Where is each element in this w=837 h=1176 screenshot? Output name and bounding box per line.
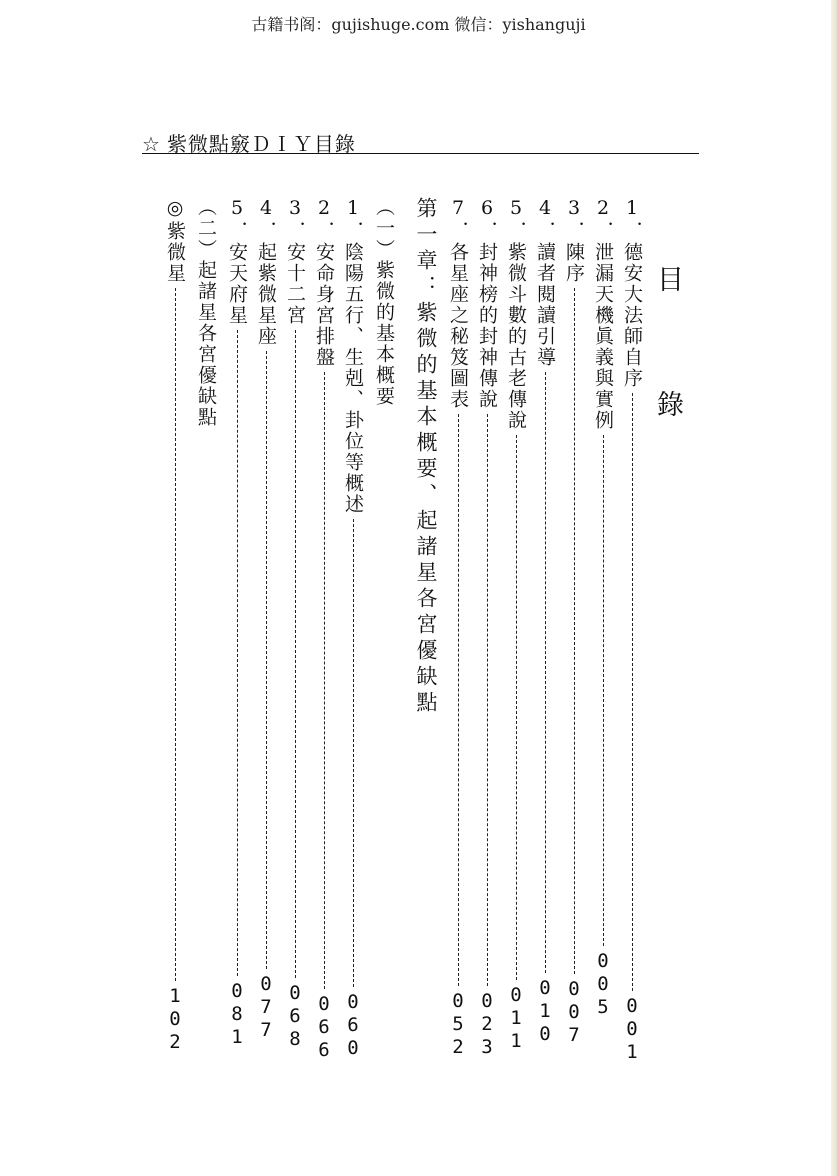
toc-entry bbox=[473, 197, 501, 1059]
section-title: （一）紫微的基本概要 bbox=[373, 197, 395, 407]
toc-entry bbox=[502, 197, 530, 1053]
leader-dots bbox=[237, 330, 238, 976]
entry-text: 2．泄漏天機眞義與實例 bbox=[592, 197, 614, 431]
entry-text: 3．陳序 bbox=[563, 197, 585, 284]
leader-dots bbox=[516, 435, 517, 980]
entry-text: 5．安天府星 bbox=[226, 197, 248, 326]
header-text: 紫微點竅ＤＩＹ目錄 bbox=[166, 132, 356, 156]
leader-dots bbox=[632, 393, 633, 991]
page-number: 0 2 3 bbox=[481, 990, 493, 1058]
page-number: 0 6 0 bbox=[347, 991, 359, 1059]
chapter-title: 第一章：紫微的基本概要、起諸星各宮優缺點 bbox=[414, 197, 438, 717]
page-number: 1 0 2 bbox=[169, 985, 181, 1053]
toc-entry bbox=[281, 197, 309, 1051]
page-number: 0 0 1 bbox=[626, 995, 638, 1063]
entry-text: 2．安命身宮排盤 bbox=[313, 197, 335, 368]
leader-dots bbox=[458, 414, 459, 986]
toc-entry bbox=[589, 197, 617, 1019]
entry-text: 6．封神榜的封神傳說 bbox=[476, 197, 498, 410]
page-number: 0 6 8 bbox=[289, 982, 301, 1050]
toc-entry bbox=[161, 197, 189, 1054]
entry-text: 4．讀者閱讀引導 bbox=[534, 197, 556, 368]
toc-entry bbox=[444, 197, 472, 1059]
section-heading bbox=[192, 197, 220, 428]
toc-entry bbox=[252, 197, 280, 1042]
section-title: （二）起諸星各宮優缺點 bbox=[195, 197, 217, 428]
page-number: 0 1 0 bbox=[539, 977, 551, 1045]
page-number: 0 6 6 bbox=[318, 993, 330, 1061]
toc-entry bbox=[310, 197, 338, 1062]
leader-dots bbox=[603, 435, 604, 946]
leader-dots bbox=[545, 372, 546, 973]
toc-entry bbox=[223, 197, 251, 1049]
title-char-1: 目 bbox=[657, 265, 684, 296]
star-icon: ☆ bbox=[142, 132, 161, 156]
page-number: 0 0 5 bbox=[597, 950, 609, 1018]
entry-text: 3．安十二宮 bbox=[284, 197, 306, 326]
page-number: 0 7 7 bbox=[260, 973, 272, 1041]
title-char-2: 錄 bbox=[657, 390, 684, 421]
leader-dots bbox=[574, 288, 575, 974]
entry-text: 5．紫微斗數的古老傳說 bbox=[505, 197, 527, 431]
entry-text: 4．起紫微星座 bbox=[255, 197, 277, 347]
entry-text: ◎紫微星 bbox=[164, 197, 186, 284]
page-number: 0 5 2 bbox=[452, 990, 464, 1058]
toc-entry bbox=[618, 197, 646, 1064]
toc-title bbox=[657, 258, 684, 422]
chapter-heading bbox=[410, 197, 442, 717]
page-number: 0 1 1 bbox=[510, 984, 522, 1052]
entry-text: 7．各星座之秘笈圖表 bbox=[447, 197, 469, 410]
header-rule bbox=[142, 153, 699, 154]
watermark: 古籍书阁：gujishuge.com 微信：yishanguji bbox=[251, 15, 586, 34]
leader-dots bbox=[266, 351, 267, 969]
leader-dots bbox=[487, 414, 488, 986]
page-edge bbox=[831, 0, 837, 1176]
page-number: 0 0 7 bbox=[568, 978, 580, 1046]
leader-dots bbox=[175, 288, 176, 981]
toc-entry bbox=[560, 197, 588, 1047]
toc-entry bbox=[531, 197, 559, 1046]
section-heading bbox=[370, 197, 398, 407]
leader-dots bbox=[324, 372, 325, 989]
toc-entry bbox=[339, 197, 367, 1060]
page-number: 0 8 1 bbox=[231, 980, 243, 1048]
leader-dots bbox=[353, 519, 354, 987]
entry-text: 1．陰陽五行、生剋、卦位等概述 bbox=[342, 197, 364, 515]
entry-text: 1．德安大法師自序 bbox=[621, 197, 643, 389]
leader-dots bbox=[295, 330, 296, 978]
